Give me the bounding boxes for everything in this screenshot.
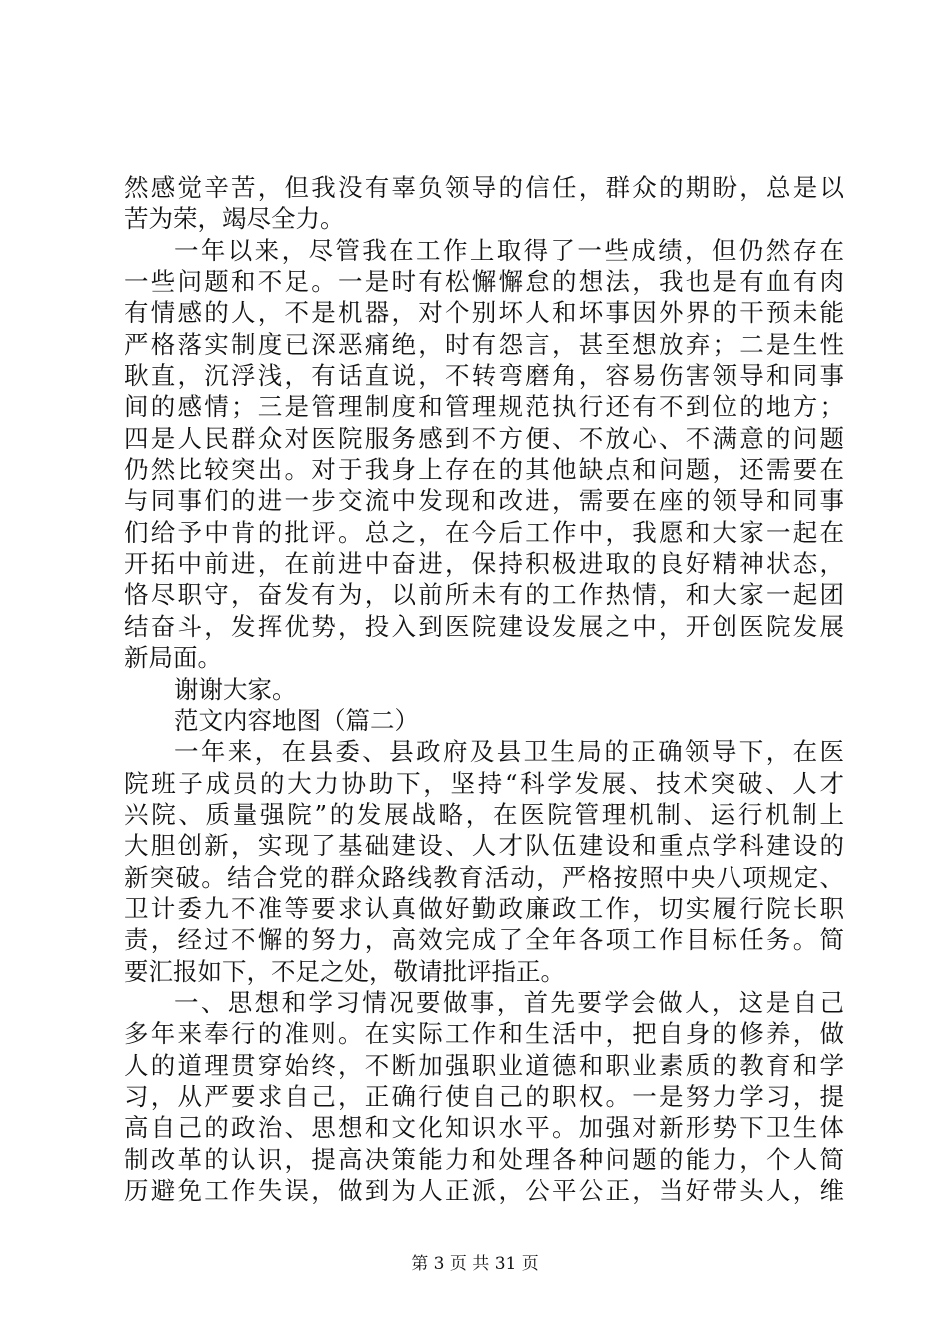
text-line: 兴院、质量强院”的发展战略，在医院管理机制、运行机制上 bbox=[124, 799, 844, 829]
text-line: 卫计委九不准等要求认真做好勤政廉政工作，切实履行院长职 bbox=[124, 893, 844, 923]
text-line: 开拓中前进，在前进中奋进，保持积极进取的良好精神状态， bbox=[124, 549, 844, 579]
text-line: 新突破。结合党的群众路线教育活动，严格按照中央八项规定、 bbox=[124, 862, 844, 892]
text-line: 习，从严要求自己，正确行使自己的职权。一是努力学习，提 bbox=[124, 1081, 844, 1111]
text-line: 间的感情；三是管理制度和管理规范执行还有不到位的地方； bbox=[124, 392, 844, 422]
text-line: 有情感的人，不是机器，对个别坏人和坏事因外界的干预未能 bbox=[124, 298, 844, 328]
text-line: 人的道理贯穿始终，不断加强职业道德和职业素质的教育和学 bbox=[124, 1050, 844, 1080]
text-line: 高自己的政治、思想和文化知识水平。加强对新形势下卫生体 bbox=[124, 1113, 844, 1143]
text-line: 然感觉辛苦，但我没有辜负领导的信任，群众的期盼，总是以 bbox=[124, 173, 844, 202]
page-number-label: 第 3 页 共 31 页 bbox=[411, 1254, 539, 1274]
text-line: 院班子成员的大力协助下，坚持“科学发展、技术突破、人才 bbox=[124, 768, 844, 798]
text-line: 大胆创新，实现了基础建设、人才队伍建设和重点学科建设的 bbox=[124, 831, 844, 861]
text-line: 新局面。 bbox=[124, 643, 222, 673]
text-line: 历避免工作失误，做到为人正派，公平公正，当好带头人，维 bbox=[124, 1176, 844, 1205]
text-line: 一些问题和不足。一是时有松懈懈怠的想法，我也是有血有肉 bbox=[124, 267, 844, 297]
text-line: 与同事们的进一步交流中发现和改进，需要在座的领导和同事 bbox=[124, 486, 844, 516]
text-line: 恪尽职守，奋发有为，以前所未有的工作热情，和大家一起团 bbox=[124, 580, 844, 610]
page-footer bbox=[0, 1249, 950, 1274]
text-line: 们给予中肯的批评。总之，在今后工作中，我愿和大家一起在 bbox=[124, 517, 844, 547]
text-line: 多年来奉行的准则。在实际工作和生活中，把自身的修养，做 bbox=[124, 1019, 844, 1049]
text-line: 制改革的认识，提高决策能力和处理各种问题的能力，个人简 bbox=[124, 1144, 844, 1174]
text-line: 严格落实制度已深恶痛绝，时有怨言，甚至想放弃；二是生性 bbox=[124, 329, 844, 359]
text-line: 范文内容地图（篇二） bbox=[174, 705, 419, 735]
text-line: 一、思想和学习情况要做事，首先要学会做人，这是自己 bbox=[174, 987, 844, 1017]
text-line: 苦为荣，竭尽全力。 bbox=[124, 204, 345, 234]
text-line: 四是人民群众对医院服务感到不方便、不放心、不满意的问题 bbox=[124, 423, 844, 453]
text-line: 耿直，沉浮浅，有话直说，不转弯磨角，容易伤害领导和同事 bbox=[124, 361, 844, 391]
document-body bbox=[124, 172, 844, 1206]
text-line: 谢谢大家。 bbox=[174, 674, 297, 704]
text-line: 结奋斗，发挥优势，投入到医院建设发展之中，开创医院发展 bbox=[124, 611, 844, 641]
text-line: 仍然比较突出。对于我身上存在的其他缺点和问题，还需要在 bbox=[124, 455, 844, 485]
text-line: 一年来，在县委、县政府及县卫生局的正确领导下，在医 bbox=[174, 737, 844, 767]
text-line: 责，经过不懈的努力，高效完成了全年各项工作目标任务。简 bbox=[124, 925, 844, 955]
text-line: 要汇报如下，不足之处，敬请批评指正。 bbox=[124, 956, 565, 986]
text-line: 一年以来，尽管我在工作上取得了一些成绩，但仍然存在 bbox=[174, 235, 844, 265]
